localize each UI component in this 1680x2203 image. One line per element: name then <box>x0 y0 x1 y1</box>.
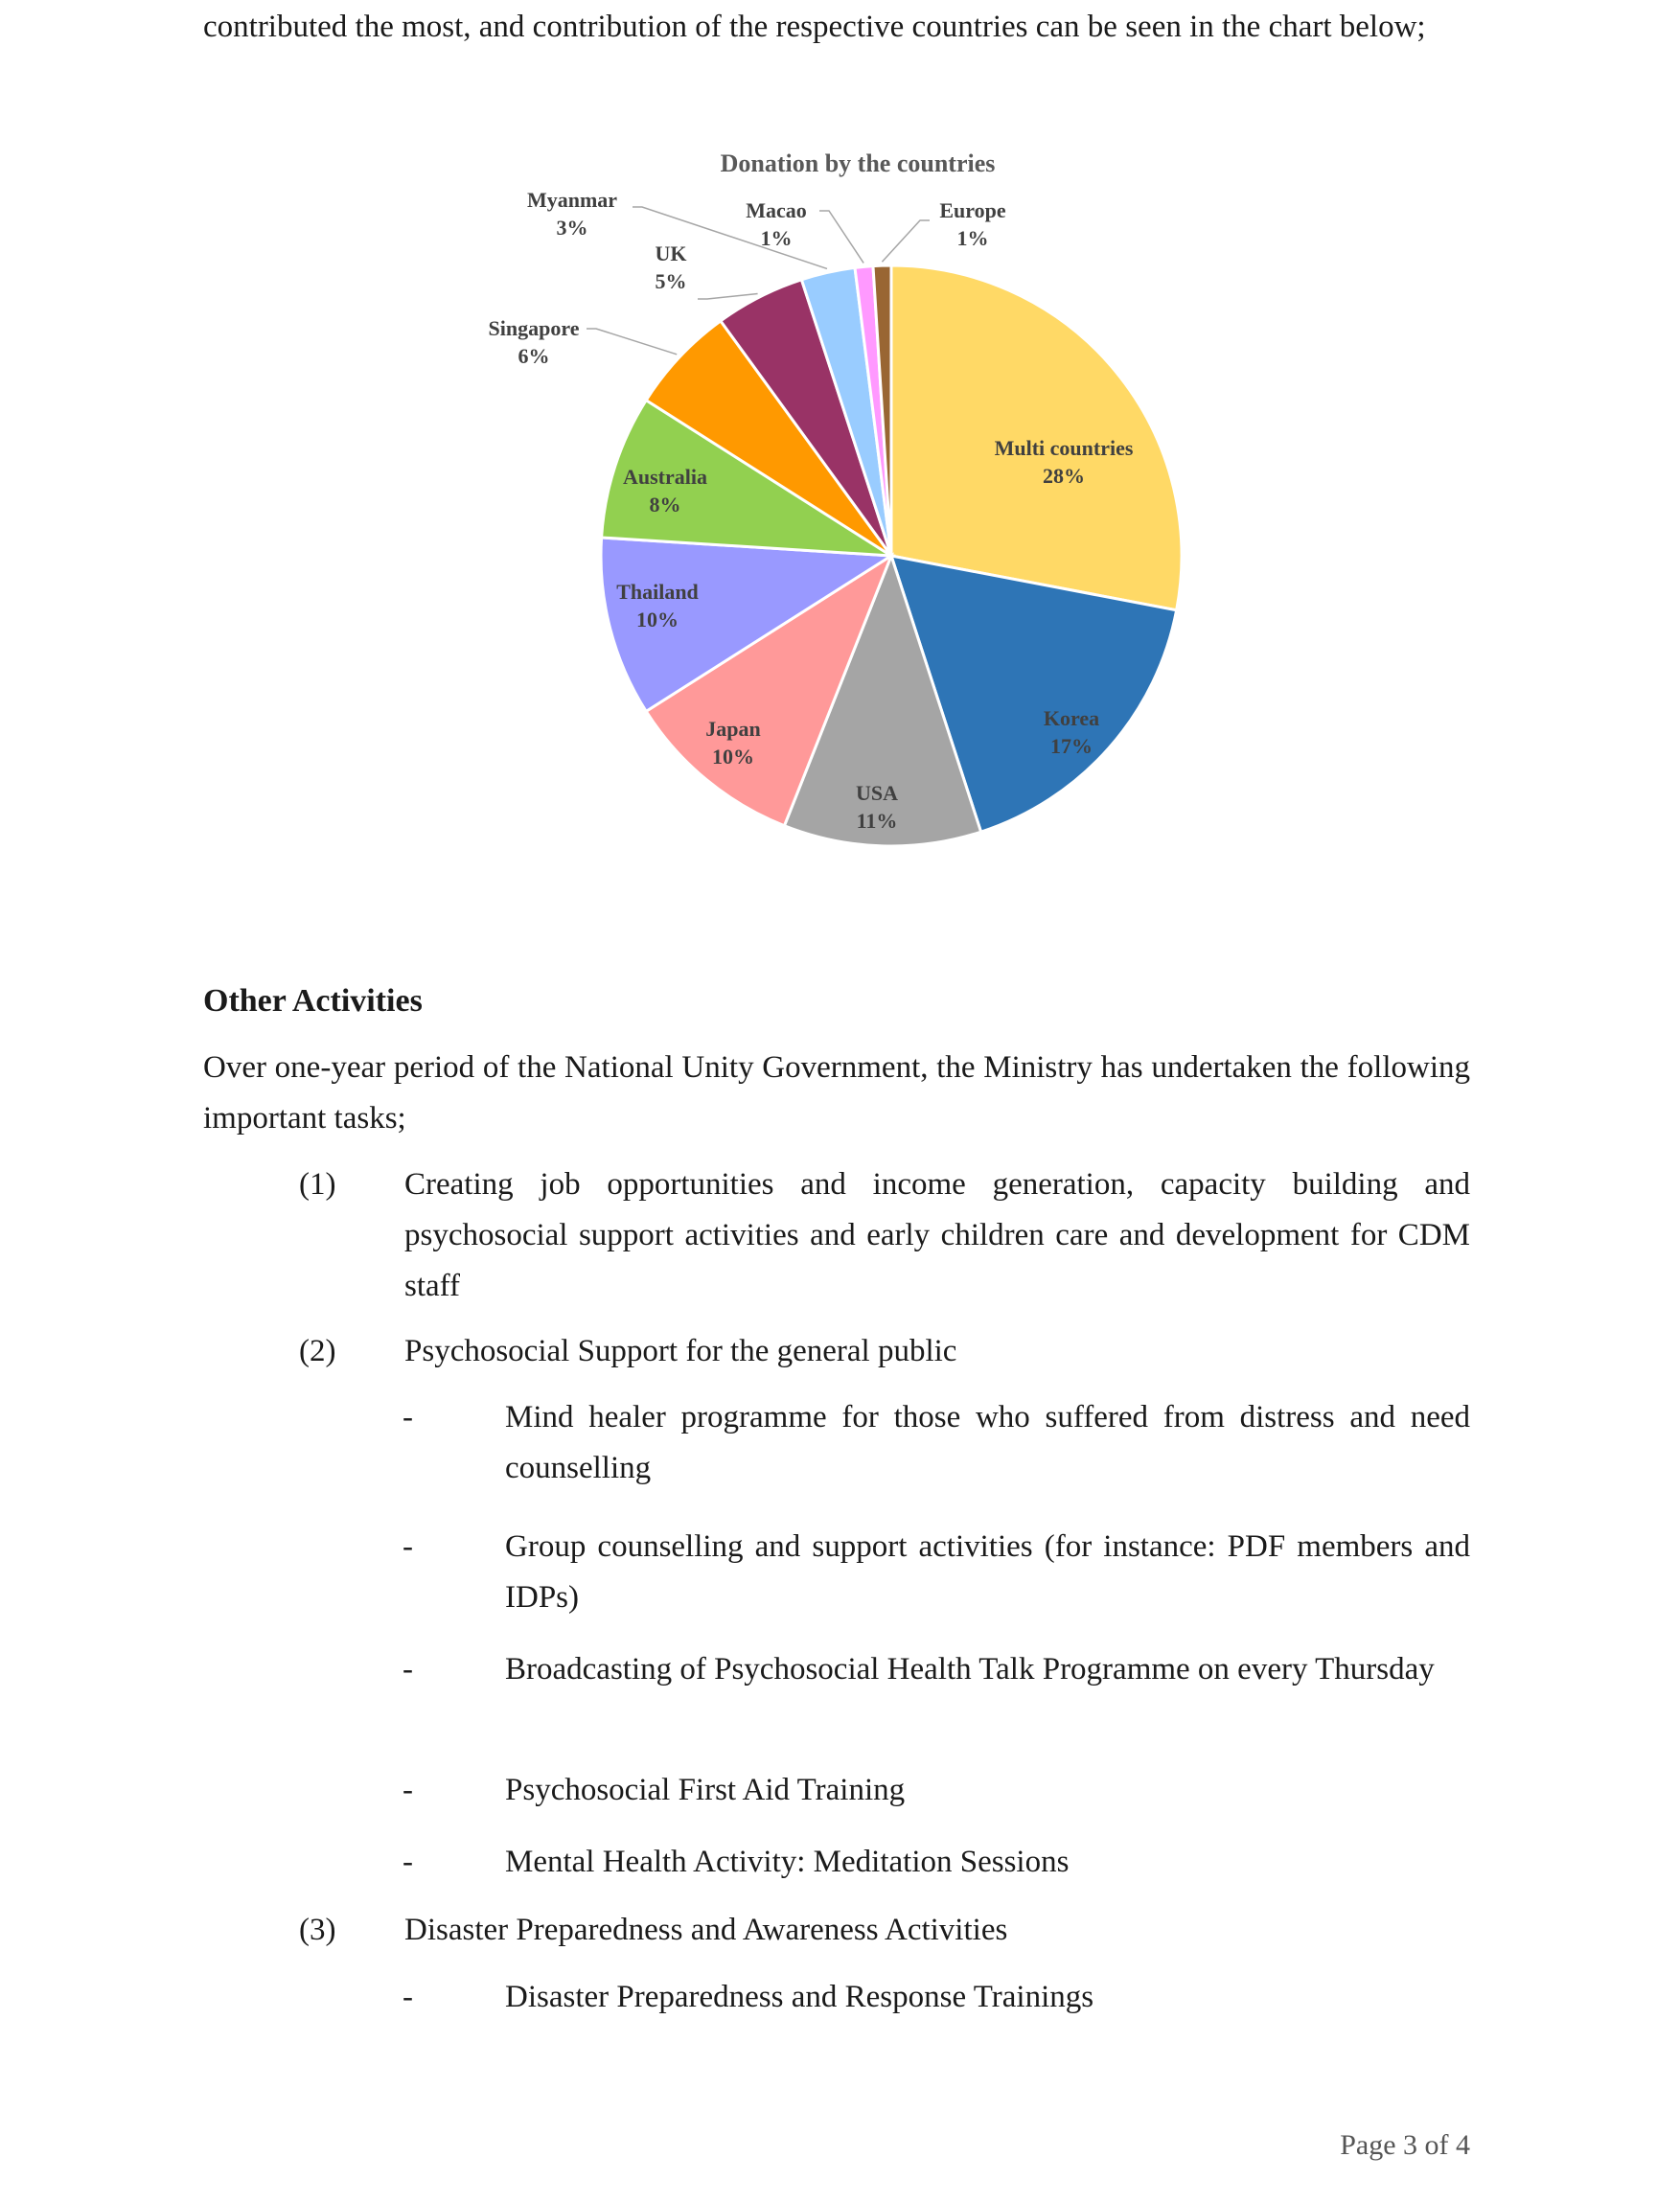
sub-item-text: Psychosocial First Aid Training <box>505 1773 906 1807</box>
bullet-dash: - <box>403 1845 413 1879</box>
donation-pie-chart <box>441 139 1227 867</box>
intro-paragraph: contributed the most, and contribution of the respective countries can be seen in the chart below; <box>203 10 1426 44</box>
section-heading: Other Activities <box>203 983 423 1019</box>
slice-value-europe: 1% <box>956 226 989 250</box>
bullet-dash: - <box>403 1652 413 1687</box>
leader-line-macao <box>819 211 863 263</box>
slice-label-europe: Europe <box>939 198 1006 222</box>
leader-line-singapore <box>587 329 677 355</box>
slice-label-multi-countries: Multi countries <box>994 436 1134 460</box>
item-number: (1) <box>299 1167 336 1202</box>
item-text: Creating job opportunities and income generation, capacity building and psychosocial support activities and early children care and development for CDM staff <box>404 1167 1470 1303</box>
slice-value-multi-countries: 28% <box>1043 464 1085 488</box>
bullet-dash: - <box>403 1980 413 2014</box>
bullet-dash: - <box>403 1529 413 1564</box>
slice-label-macao: Macao <box>746 198 807 222</box>
slice-label-japan: Japan <box>705 717 761 741</box>
slice-label-usa: USA <box>855 781 899 805</box>
slice-label-australia: Australia <box>623 465 707 489</box>
slice-label-myanmar: Myanmar <box>526 188 618 212</box>
item-number: (2) <box>299 1334 336 1368</box>
slice-label-uk: UK <box>655 241 687 265</box>
sub-item-text: Group counselling and support activities (for instance: PDF members and IDPs) <box>505 1529 1470 1615</box>
item-number: (3) <box>299 1913 336 1947</box>
slice-value-uk: 5% <box>655 269 687 293</box>
slice-value-japan: 10% <box>712 745 754 769</box>
sub-item-text: Broadcasting of Psychosocial Health Talk Programme on every Thursday <box>505 1652 1435 1687</box>
bullet-dash: - <box>403 1400 413 1434</box>
bullet-dash: - <box>403 1773 413 1807</box>
slice-label-korea: Korea <box>1043 706 1100 730</box>
page-number: Page 3 of 4 <box>1340 2129 1470 2161</box>
item-text: Disaster Preparedness and Awareness Activities <box>404 1913 1008 1947</box>
slice-value-thailand: 10% <box>636 608 679 631</box>
leader-line-uk <box>698 294 758 300</box>
item-text: Psychosocial Support for the general public <box>404 1334 957 1368</box>
slice-value-myanmar: 3% <box>556 216 588 240</box>
sub-item-text: Mind healer programme for those who suffered from distress and need counselling <box>505 1400 1470 1485</box>
slice-label-thailand: Thailand <box>616 580 699 604</box>
slice-value-australia: 8% <box>649 493 681 516</box>
slice-value-usa: 11% <box>856 809 898 833</box>
leader-line-europe <box>882 220 930 262</box>
slice-value-singapore: 6% <box>518 344 550 368</box>
section-intro-paragraph: Over one-year period of the National Unity Government, the Ministry has undertaken the following important tasks; <box>203 1050 1470 1136</box>
slice-value-macao: 1% <box>760 226 793 250</box>
slice-label-singapore: Singapore <box>488 316 580 340</box>
slice-value-korea: 17% <box>1050 734 1093 758</box>
sub-item-text: Mental Health Activity: Meditation Sessions <box>505 1845 1070 1879</box>
chart-title: Donation by the countries <box>720 149 996 177</box>
sub-item-text: Disaster Preparedness and Response Trainings <box>505 1980 1094 2014</box>
